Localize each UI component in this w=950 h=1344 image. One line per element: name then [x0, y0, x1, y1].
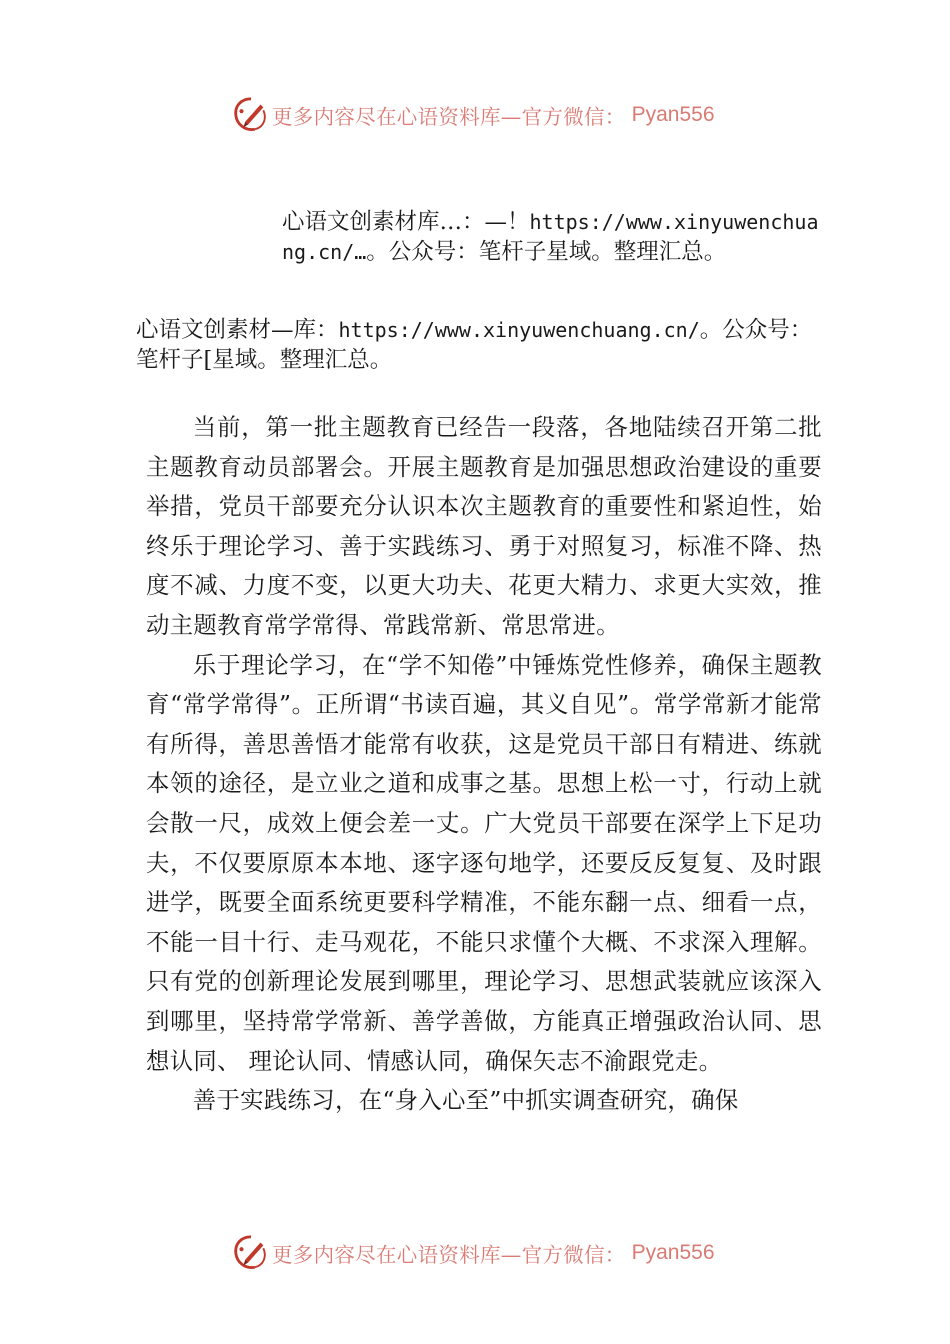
paragraph-practice: 善于实践练习，在“身入心至”中抓实调查研究，确保: [192, 1086, 739, 1115]
wechat-id: Pyan556: [631, 1241, 715, 1264]
pen-logo-icon: [232, 1234, 270, 1272]
source-note-indented: [282, 208, 827, 267]
watermark-text: 更多内容尽在心语资料库—官方微信：: [272, 1243, 626, 1267]
article-body: [146, 408, 822, 1121]
header-watermark-banner: [232, 95, 715, 135]
paragraph-intro: 当前，第一批主题教育已经告一段落，各地陆续召开第二批主题教育动员部署会。开展主题教育是加强思想政治建设的重要举措，党员干部要充分认识本次主题教育的重要性和紧迫性，始终乐于理论学习、善于实践练习、勇于对照复习，标准不降、热度不减、力度不变，以更大功夫、花更大精力、求更大实效，推动主题教育常学常得、常践常新、常思常进。: [146, 413, 822, 639]
source-url: https://www.xinyuwenchuang.cn/…: [282, 210, 819, 264]
watermark-text: 更多内容尽在心语资料库—官方微信：: [272, 105, 626, 129]
wechat-id: Pyan556: [631, 103, 715, 126]
source-note: [136, 316, 826, 375]
source-note-prefix: 心语文创素材库…：—！: [282, 209, 530, 235]
source-note-suffix: 。公众号：笔杆子[星域。整理汇总。: [136, 317, 813, 373]
source-url: https://www.xinyuwenchuang.cn/: [338, 318, 700, 342]
pen-logo-icon: [232, 96, 270, 134]
source-note-suffix: 。公众号：笔杆子星域。整理汇总。: [366, 238, 727, 265]
footer-watermark-banner: [232, 1233, 715, 1273]
source-note-prefix: 心语文创素材—库：: [136, 317, 339, 343]
paragraph-theory-study: 乐于理论学习，在“学不知倦”中锤炼党性修养，确保主题教育“常学常得”。正所谓“书读百遍，其义自见”。常学常新才能常有所得，善思善悟才能常有收获，这是党员干部日有精进、练就本领的途径，是立业之道和成事之基。思想上松一寸，行动上就会散一尺，成效上便会差一丈。广大党员干部要在深学上下足功夫，不仅要原原本本地、逐字逐句地学，还要反反复复、及时跟进学，既要全面系统更要科学精准，不能东翻一点、细看一点，不能一目十行、走马观花，不能只求懂个大概、不求深入理解。只有党的创新理论发展到哪里，理论学习、思想武装就应该深入到哪里，坚持常学常新、善学善做，方能真正增强政治认同、思想认同、 理论认同、情感认同，确保矢志不渝跟党走。: [146, 650, 822, 1075]
